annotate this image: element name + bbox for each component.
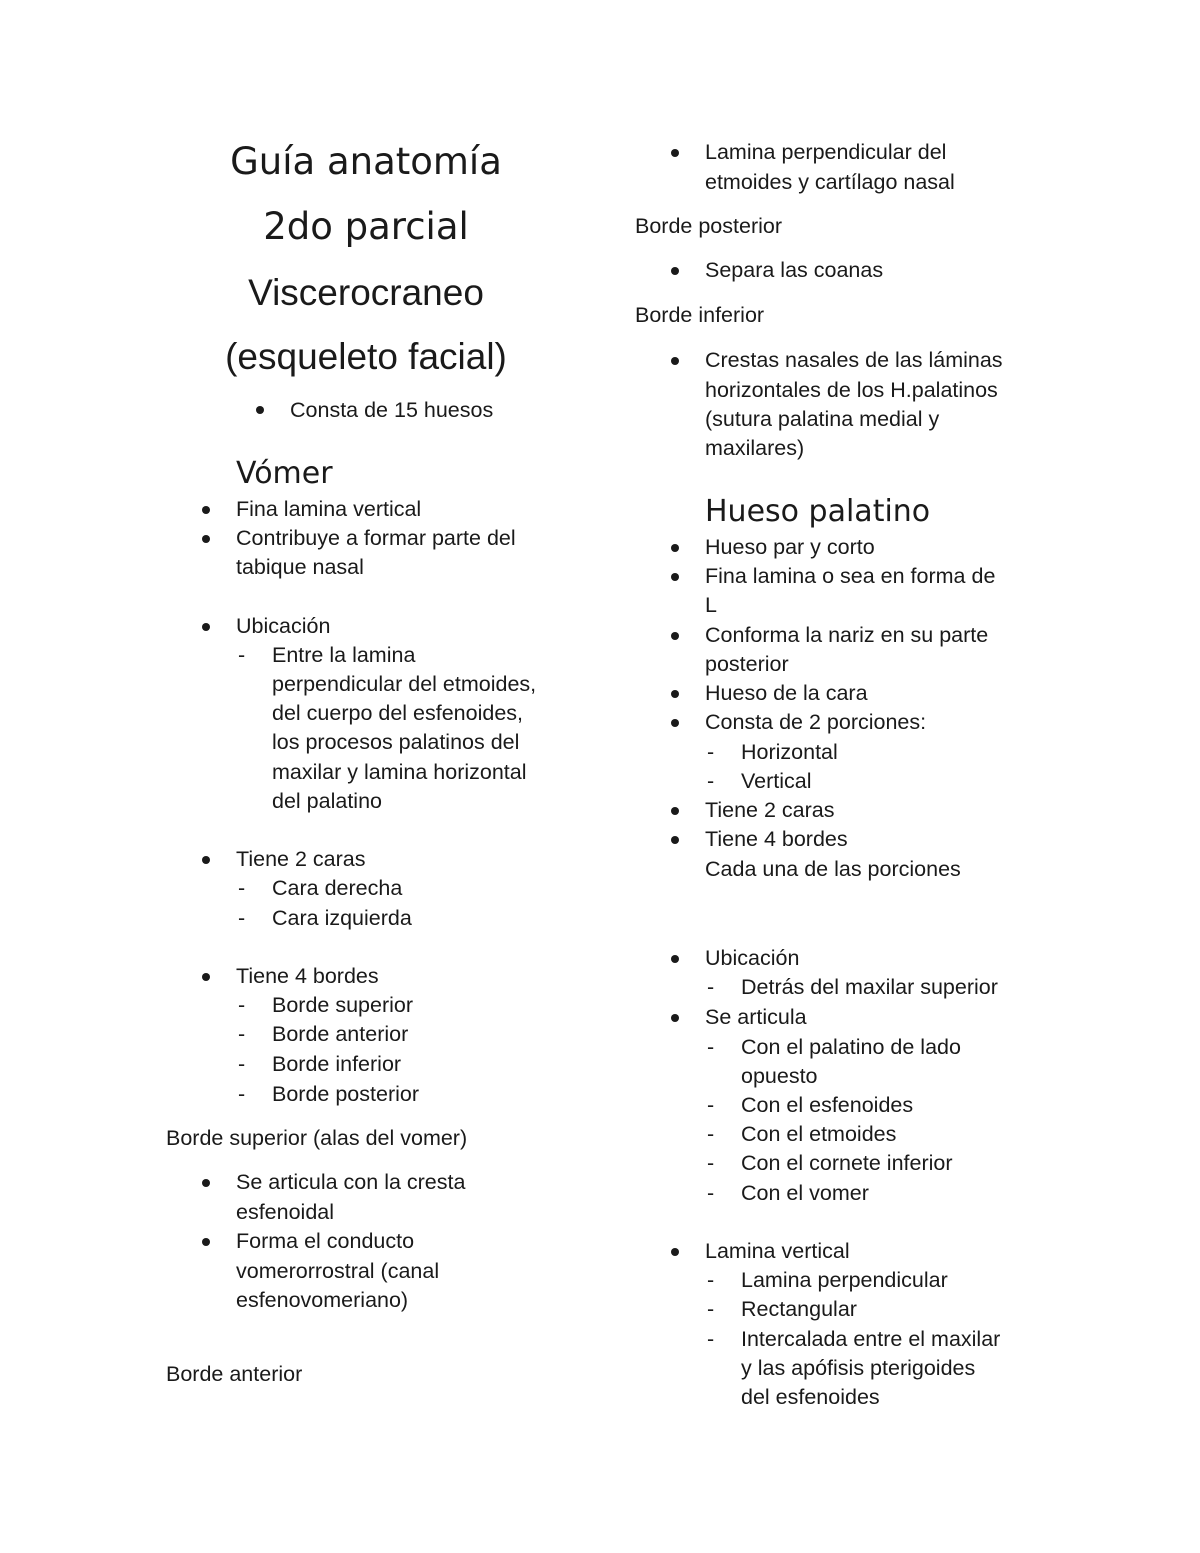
bullet (202, 506, 210, 514)
list-item: Se articula (705, 1005, 807, 1029)
bullet (671, 357, 679, 365)
dash-marker: - (238, 906, 246, 930)
bullet (671, 690, 679, 698)
dash-marker: - (238, 1052, 246, 1076)
dash-marker: - (707, 1297, 715, 1321)
bullet (671, 573, 679, 581)
sub-item-continuation: perpendicular del etmoides, (272, 672, 537, 696)
list-item-continuation: L (705, 593, 717, 617)
list-item-continuation: posterior (705, 652, 789, 676)
sub-item: Con el etmoides (741, 1122, 897, 1146)
sub-item-continuation: del cuerpo del esfenoides, (272, 701, 524, 725)
list-item: Se articula con la cresta (236, 1170, 466, 1194)
vomer-heading: Vómer (236, 456, 333, 491)
bullet (671, 267, 679, 275)
list-item: Fina lamina o sea en forma de (705, 564, 996, 588)
list-item-continuation: maxilares) (705, 436, 805, 460)
dash-marker: - (707, 1093, 715, 1117)
list-item: Ubicación (705, 946, 800, 970)
sub-item: Entre la lamina (272, 643, 416, 667)
list-item-continuation: etmoides y cartílago nasal (705, 170, 955, 194)
sub-item: Borde inferior (272, 1052, 402, 1076)
sub-item-continuation: opuesto (741, 1064, 818, 1088)
list-item-continuation: tabique nasal (236, 555, 364, 579)
bullet (202, 856, 210, 864)
list-item: Lamina vertical (705, 1239, 850, 1263)
sub-item: Con el esfenoides (741, 1093, 914, 1117)
list-item-continuation: esfenoidal (236, 1200, 335, 1224)
list-item: Consta de 15 huesos (290, 398, 494, 422)
dash-marker: - (238, 1022, 246, 1046)
list-item: Lamina perpendicular del (705, 140, 947, 164)
sub-item: Con el vomer (741, 1181, 869, 1205)
bullet (202, 1238, 210, 1246)
sub-item: Borde posterior (272, 1082, 419, 1106)
sub-item: Cara derecha (272, 876, 403, 900)
bullet (202, 535, 210, 543)
list-item: Tiene 2 caras (705, 798, 835, 822)
sub-item: Vertical (741, 769, 812, 793)
sub-item: Con el palatino de lado (741, 1035, 961, 1059)
list-item: Tiene 4 bordes (236, 964, 379, 988)
list-item: Forma el conducto (236, 1229, 415, 1253)
sub-item-continuation: del palatino (272, 789, 382, 813)
section-subtitle: (esqueleto facial) (225, 336, 507, 377)
dash-marker: - (707, 975, 715, 999)
sub-item-continuation: los procesos palatinos del (272, 730, 520, 754)
list-item: Hueso par y corto (705, 535, 875, 559)
bullet (202, 623, 210, 631)
subsection-heading: Borde posterior (635, 214, 782, 238)
subsection-heading: Borde superior (alas del vomer) (166, 1126, 468, 1150)
list-item: Fina lamina vertical (236, 497, 422, 521)
bullet (256, 406, 264, 414)
bullet (671, 719, 679, 727)
bullet (671, 149, 679, 157)
bullet (671, 544, 679, 552)
list-item-continuation: horizontales de los H.palatinos (705, 378, 998, 402)
list-item: Conforma la nariz en su parte (705, 623, 989, 647)
list-item: Crestas nasales de las láminas (705, 348, 1003, 372)
dash-marker: - (707, 740, 715, 764)
dash-marker: - (238, 643, 246, 667)
list-item: Tiene 4 bordes (705, 827, 848, 851)
bullet (202, 1179, 210, 1187)
bullet (671, 807, 679, 815)
sub-item: Cara izquierda (272, 906, 412, 930)
dash-marker: - (707, 1327, 715, 1351)
dash-marker: - (707, 1181, 715, 1205)
document-title: Guía anatomía (230, 140, 502, 183)
list-item: Tiene 2 caras (236, 847, 366, 871)
list-item-continuation: vomerorrostral (canal (236, 1259, 440, 1283)
list-item-continuation: (sutura palatina medial y (705, 407, 940, 431)
sub-item: Intercalada entre el maxilar (741, 1327, 1001, 1351)
sub-item-continuation: y las apófisis pterigoides (741, 1356, 976, 1380)
section-title: Viscerocraneo (248, 272, 484, 313)
dash-marker: - (238, 876, 246, 900)
dash-marker: - (707, 1151, 715, 1175)
list-item-continuation: esfenovomeriano) (236, 1288, 409, 1312)
list-item-continuation: Cada una de las porciones (705, 857, 961, 881)
list-item: Hueso de la cara (705, 681, 868, 705)
sub-item: Rectangular (741, 1297, 857, 1321)
dash-marker: - (707, 769, 715, 793)
bullet (671, 955, 679, 963)
bullet (671, 1014, 679, 1022)
bullet (671, 836, 679, 844)
subsection-heading: Borde anterior (166, 1362, 303, 1386)
dash-marker: - (238, 993, 246, 1017)
list-item: Consta de 2 porciones: (705, 710, 927, 734)
dash-marker: - (707, 1268, 715, 1292)
dash-marker: - (238, 1082, 246, 1106)
bullet (671, 1248, 679, 1256)
subsection-heading: Borde inferior (635, 303, 765, 327)
sub-item: Borde anterior (272, 1022, 409, 1046)
bullet (671, 632, 679, 640)
list-item: Separa las coanas (705, 258, 884, 282)
dash-marker: - (707, 1035, 715, 1059)
bullet (202, 973, 210, 981)
sub-item: Lamina perpendicular (741, 1268, 948, 1292)
sub-item: Borde superior (272, 993, 414, 1017)
list-item: Ubicación (236, 614, 331, 638)
dash-marker: - (707, 1122, 715, 1146)
document-subtitle: 2do parcial (263, 205, 469, 248)
sub-item-continuation: del esfenoides (741, 1385, 880, 1409)
palatino-heading: Hueso palatino (705, 494, 931, 529)
sub-item: Horizontal (741, 740, 838, 764)
list-item: Contribuye a formar parte del (236, 526, 516, 550)
sub-item-continuation: maxilar y lamina horizontal (272, 760, 527, 784)
sub-item: Con el cornete inferior (741, 1151, 953, 1175)
sub-item: Detrás del maxilar superior (741, 975, 998, 999)
